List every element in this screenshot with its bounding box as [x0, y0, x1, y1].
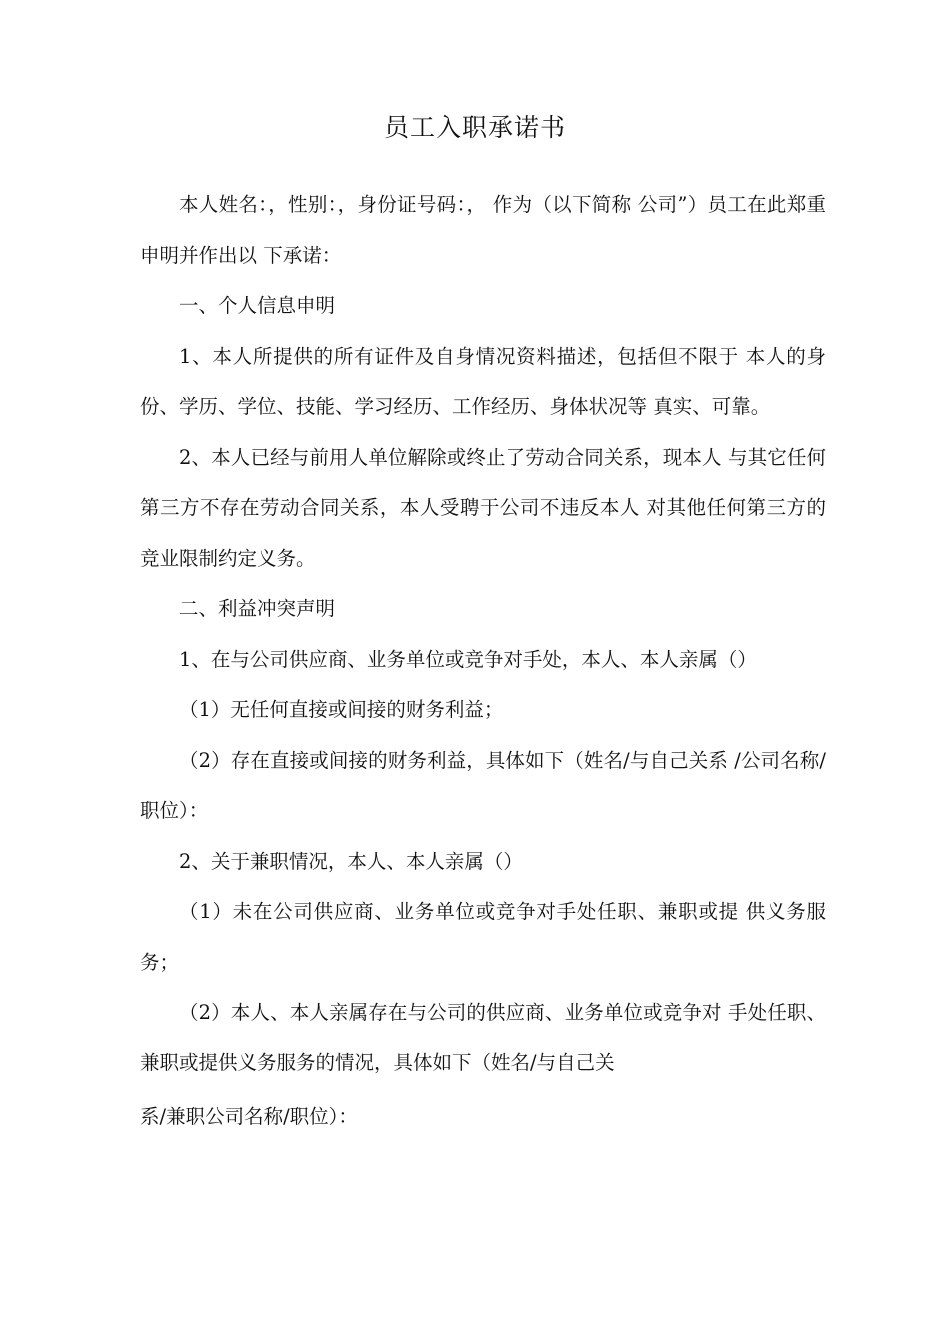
section-heading-conflict-of-interest: 二、利益冲突声明 — [179, 597, 336, 620]
paragraph-conflict-item-1: 1、在与公司供应商、业务单位或竞争对手处，本人、本人亲属（） — [179, 647, 757, 671]
paragraph-info-item-1: 1、本人所提供的所有证件及自身情况资料描述，包括但不限于 本人的身份、学历、学位、技能、学习经历、工作经历、身体状况等 真实、可靠。 — [140, 344, 826, 418]
paragraph-conflict-option-1: （1）无任何直接或间接的财务利益； — [179, 698, 504, 721]
intro-paragraph: 本人姓名：，性别：，身份证号码：， 作为（以下简称 公司”）员工在此郑重申明并作出以 下承诺： — [140, 193, 826, 267]
paragraph-parttime-option-2: （2）本人、本人亲属存在与公司的供应商、业务单位或竞争对 手处任职、兼职或提供义务服务的情况，具体如下（姓名/与自己关 — [140, 1001, 826, 1074]
paragraph-parttime-item-2: 2、关于兼职情况，本人、本人亲属（） — [179, 849, 523, 873]
paragraph-parttime-option-1: （1）未在公司供应商、业务单位或竞争对手处任职、兼职或提 供义务服务； — [140, 900, 826, 974]
document-body — [140, 180, 826, 1143]
paragraph-conflict-option-2: （2）存在直接或间接的财务利益，具体如下（姓名/与自己关系 /公司名称/职位）： — [140, 748, 826, 822]
paragraph-info-item-2: 2、本人已经与前用人单位解除或终止了劳动合同关系，现本人 与其它任何第三方不存在劳动合同关系，本人受聘于公司不违反本人 对其他任何第三方的竞业限制约定义务。 — [140, 445, 826, 570]
paragraph-parttime-option-2-tail: 系/兼职公司名称/职位）： — [140, 1105, 358, 1128]
section-heading-personal-info: 一、个人信息申明 — [179, 294, 336, 317]
document-title: 员工入职承诺书 — [383, 113, 566, 142]
